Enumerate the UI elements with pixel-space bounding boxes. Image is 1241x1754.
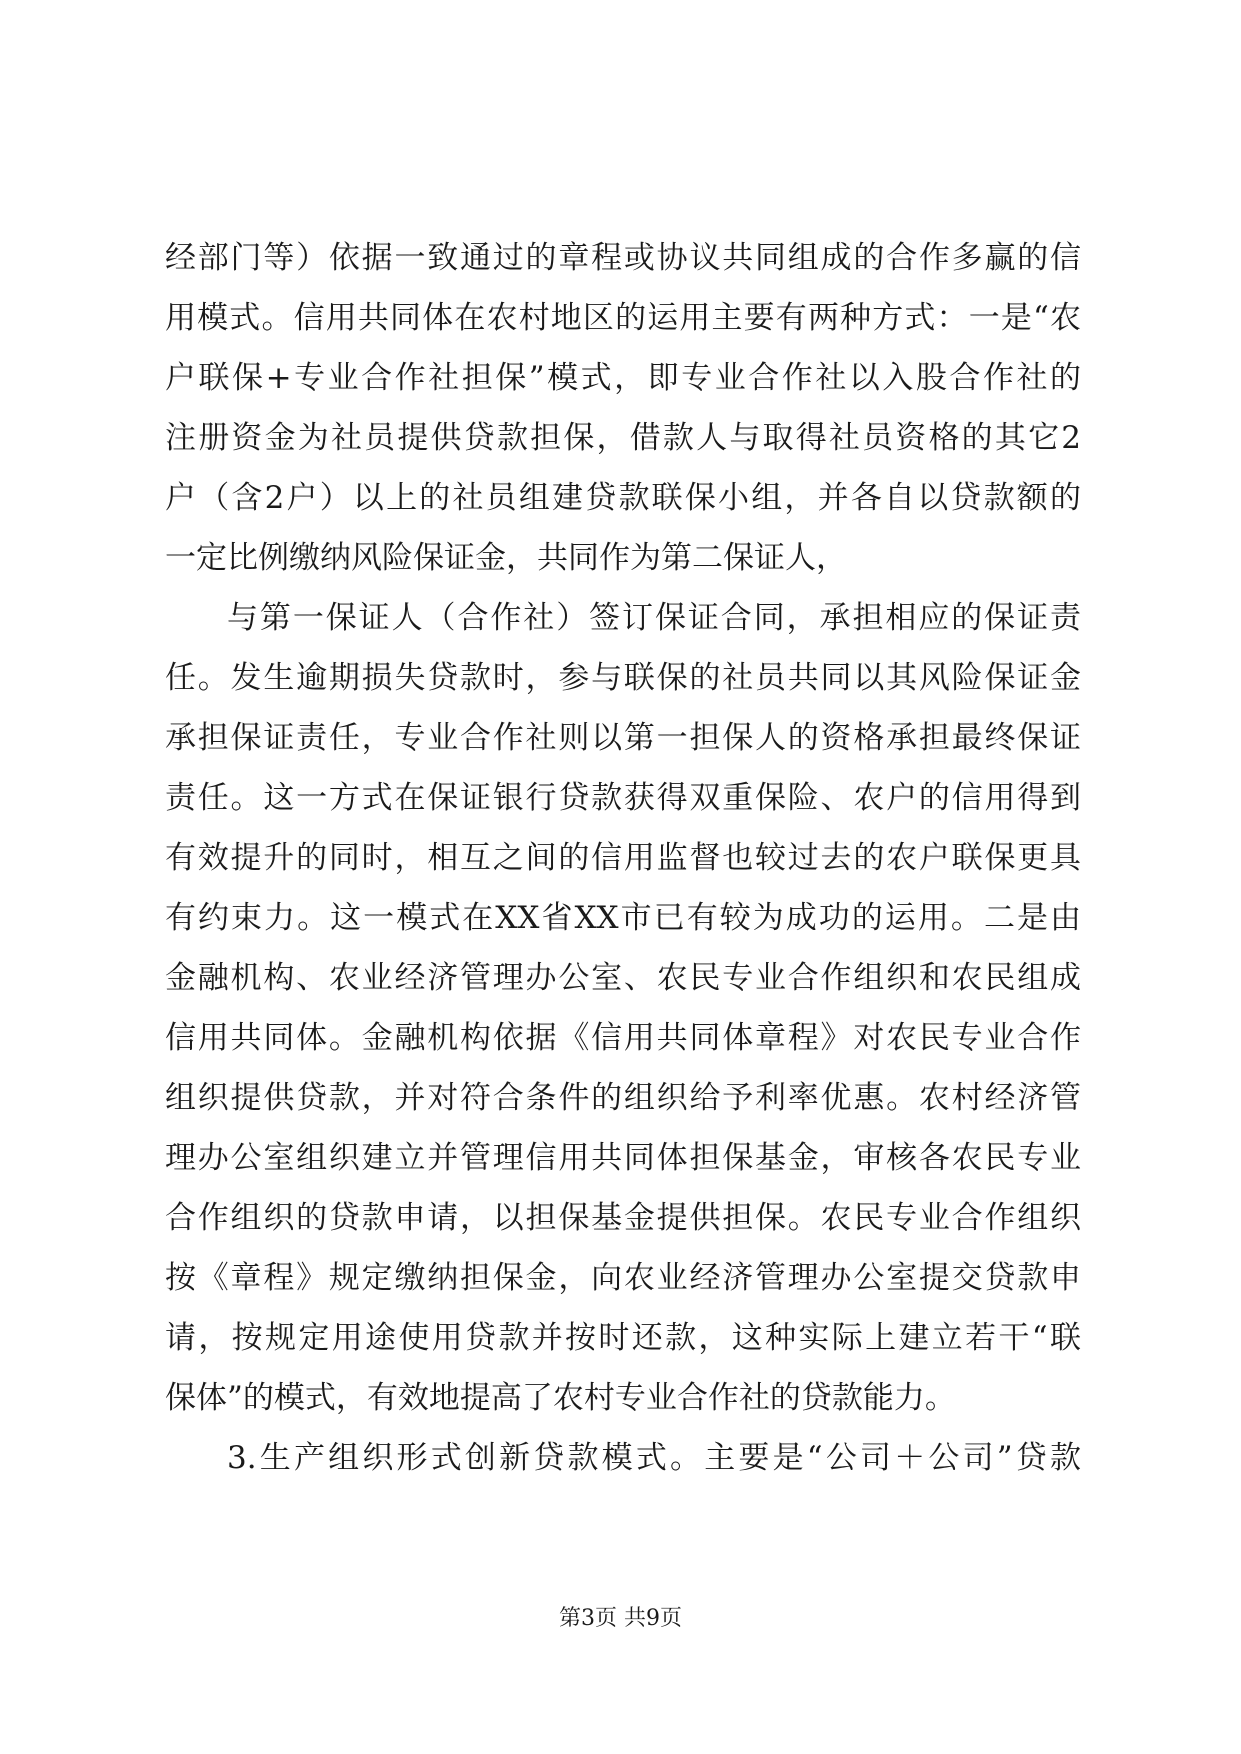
text-line: 组织提供贷款，并对符合条件的组织给予利率优惠。农村经济管 xyxy=(165,1080,1081,1116)
text-line: 理办公室组织建立并管理信用共同体担保基金，审核各农民专业 xyxy=(165,1140,1081,1176)
text-line: 3.生产组织形式创新贷款模式。主要是“公司＋公司”贷款 xyxy=(227,1440,1081,1476)
text-line: 金融机构、农业经济管理办公室、农民专业合作组织和农民组成 xyxy=(165,960,1081,996)
text-line: 用模式。信用共同体在农村地区的运用主要有两种方式：一是“农 xyxy=(165,300,1081,336)
text-line: 有约束力。这一模式在XX省XX市已有较为成功的运用。二是由 xyxy=(165,900,1081,936)
text-line: 按《章程》规定缴纳担保金，向农业经济管理办公室提交贷款申 xyxy=(165,1260,1081,1296)
text-line: 注册资金为社员提供贷款担保，借款人与取得社员资格的其它2 xyxy=(165,420,1081,456)
text-line: 经部门等）依据一致通过的章程或协议共同组成的合作多赢的信 xyxy=(165,240,1081,276)
page-number: 第3页 共9页 xyxy=(559,1606,682,1631)
text-line: 请，按规定用途使用贷款并按时还款，这种实际上建立若干“联 xyxy=(165,1320,1081,1356)
text-line: 保体”的模式，有效地提高了农村专业合作社的贷款能力。 xyxy=(165,1380,956,1416)
document-body xyxy=(165,228,1081,1488)
text-line: 与第一保证人（合作社）签订保证合同，承担相应的保证责 xyxy=(227,600,1081,636)
text-line: 一定比例缴纳风险保证金，共同作为第二保证人， xyxy=(165,540,847,576)
page-footer xyxy=(0,1604,1241,1634)
text-line: 户（含2户）以上的社员组建贷款联保小组，并各自以贷款额的 xyxy=(165,480,1081,516)
text-line: 承担保证责任，专业合作社则以第一担保人的资格承担最终保证 xyxy=(165,720,1081,756)
text-line: 责任。这一方式在保证银行贷款获得双重保险、农户的信用得到 xyxy=(165,780,1081,816)
text-line: 合作组织的贷款申请，以担保基金提供担保。农民专业合作组织 xyxy=(165,1200,1081,1236)
text-line: 任。发生逾期损失贷款时，参与联保的社员共同以其风险保证金 xyxy=(165,660,1081,696)
text-line: 户联保+专业合作社担保”模式，即专业合作社以入股合作社的 xyxy=(165,360,1081,396)
text-line: 有效提升的同时，相互之间的信用监督也较过去的农户联保更具 xyxy=(165,840,1081,876)
text-line: 信用共同体。金融机构依据《信用共同体章程》对农民专业合作 xyxy=(165,1020,1081,1056)
